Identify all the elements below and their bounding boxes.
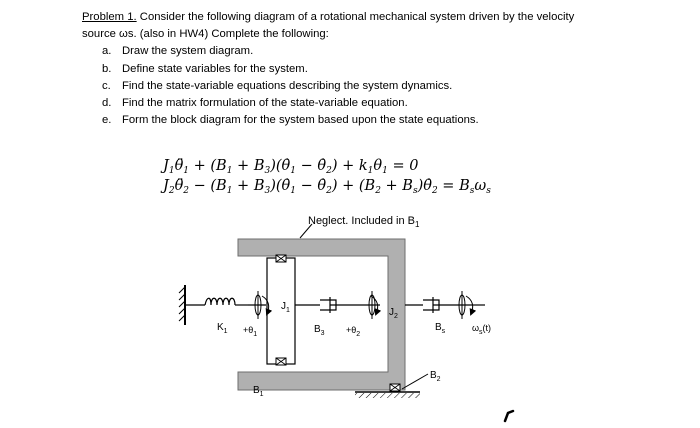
- task-letter: a.: [102, 45, 112, 58]
- label-j1: $J_1$: [281, 301, 290, 314]
- label-b3: $B_3$: [314, 324, 325, 337]
- label-k1: $K_1$: [217, 322, 228, 335]
- problem-intro-line1: Consider the following diagram of a rotational mechanical system driven by the velocity: [136, 11, 575, 23]
- task-text: Find the state-variable equations describing the system dynamics.: [122, 79, 453, 92]
- label-bs: $B_s$: [435, 322, 446, 335]
- label-b2: $B_2$: [430, 370, 441, 383]
- cursor-mark: [505, 411, 513, 421]
- bearing-b2: [390, 384, 400, 391]
- bearing-2: [348, 291, 380, 319]
- label-j2: $J_2$: [389, 307, 398, 320]
- ground: [355, 392, 420, 398]
- problem-intro-line2: source ωs. (also in HW4) Complete the following:: [82, 28, 329, 41]
- b2-leader: [402, 374, 428, 389]
- problem-label: Problem 1.: [82, 11, 137, 23]
- task-letter: d.: [102, 97, 112, 110]
- spring-k1: [185, 298, 248, 305]
- equation-2: $J_2\thetä_2 - (B_1$ + $B_3)(\thetȧ_1$ − $\thetȧ_2) + (B_2$ + $B_s)\thetȧ_2 = B_s\omega_s$: [163, 178, 491, 196]
- housing-frame: [238, 239, 405, 390]
- task-text: Find the matrix formulation of the state-variable equation.: [122, 97, 408, 110]
- task-letter: e.: [102, 114, 112, 127]
- task-text: Form the block diagram for the system based upon the state equations.: [122, 114, 479, 127]
- damper-b3: [320, 297, 348, 313]
- bearing-b1-bottom: [276, 358, 286, 365]
- label-theta2: $+\theta_2$: [346, 325, 361, 338]
- bearing-1: [248, 291, 266, 319]
- label-b1: $B_1$: [253, 385, 264, 398]
- equation-1: $J_1\thetä_1 + (B_1$ + $B_3)(\thetȧ_1$ − $\thetȧ_2) + k_1\theta_1 = 0$: [163, 158, 419, 176]
- task-text: Draw the system diagram.: [122, 45, 254, 58]
- wall-left: [179, 285, 185, 325]
- task-letter: c.: [102, 79, 111, 92]
- neglect-note: Neglect. Included in $B_1$: [308, 215, 420, 229]
- task-text: Define state variables for the system.: [122, 62, 308, 75]
- label-theta1: $+\theta_1$: [243, 325, 258, 338]
- bearing-b1-top: [276, 255, 286, 262]
- label-omega-s: $\omega_s(t)$: [472, 323, 492, 336]
- task-letter: b.: [102, 62, 112, 75]
- damper-bs: [423, 297, 470, 313]
